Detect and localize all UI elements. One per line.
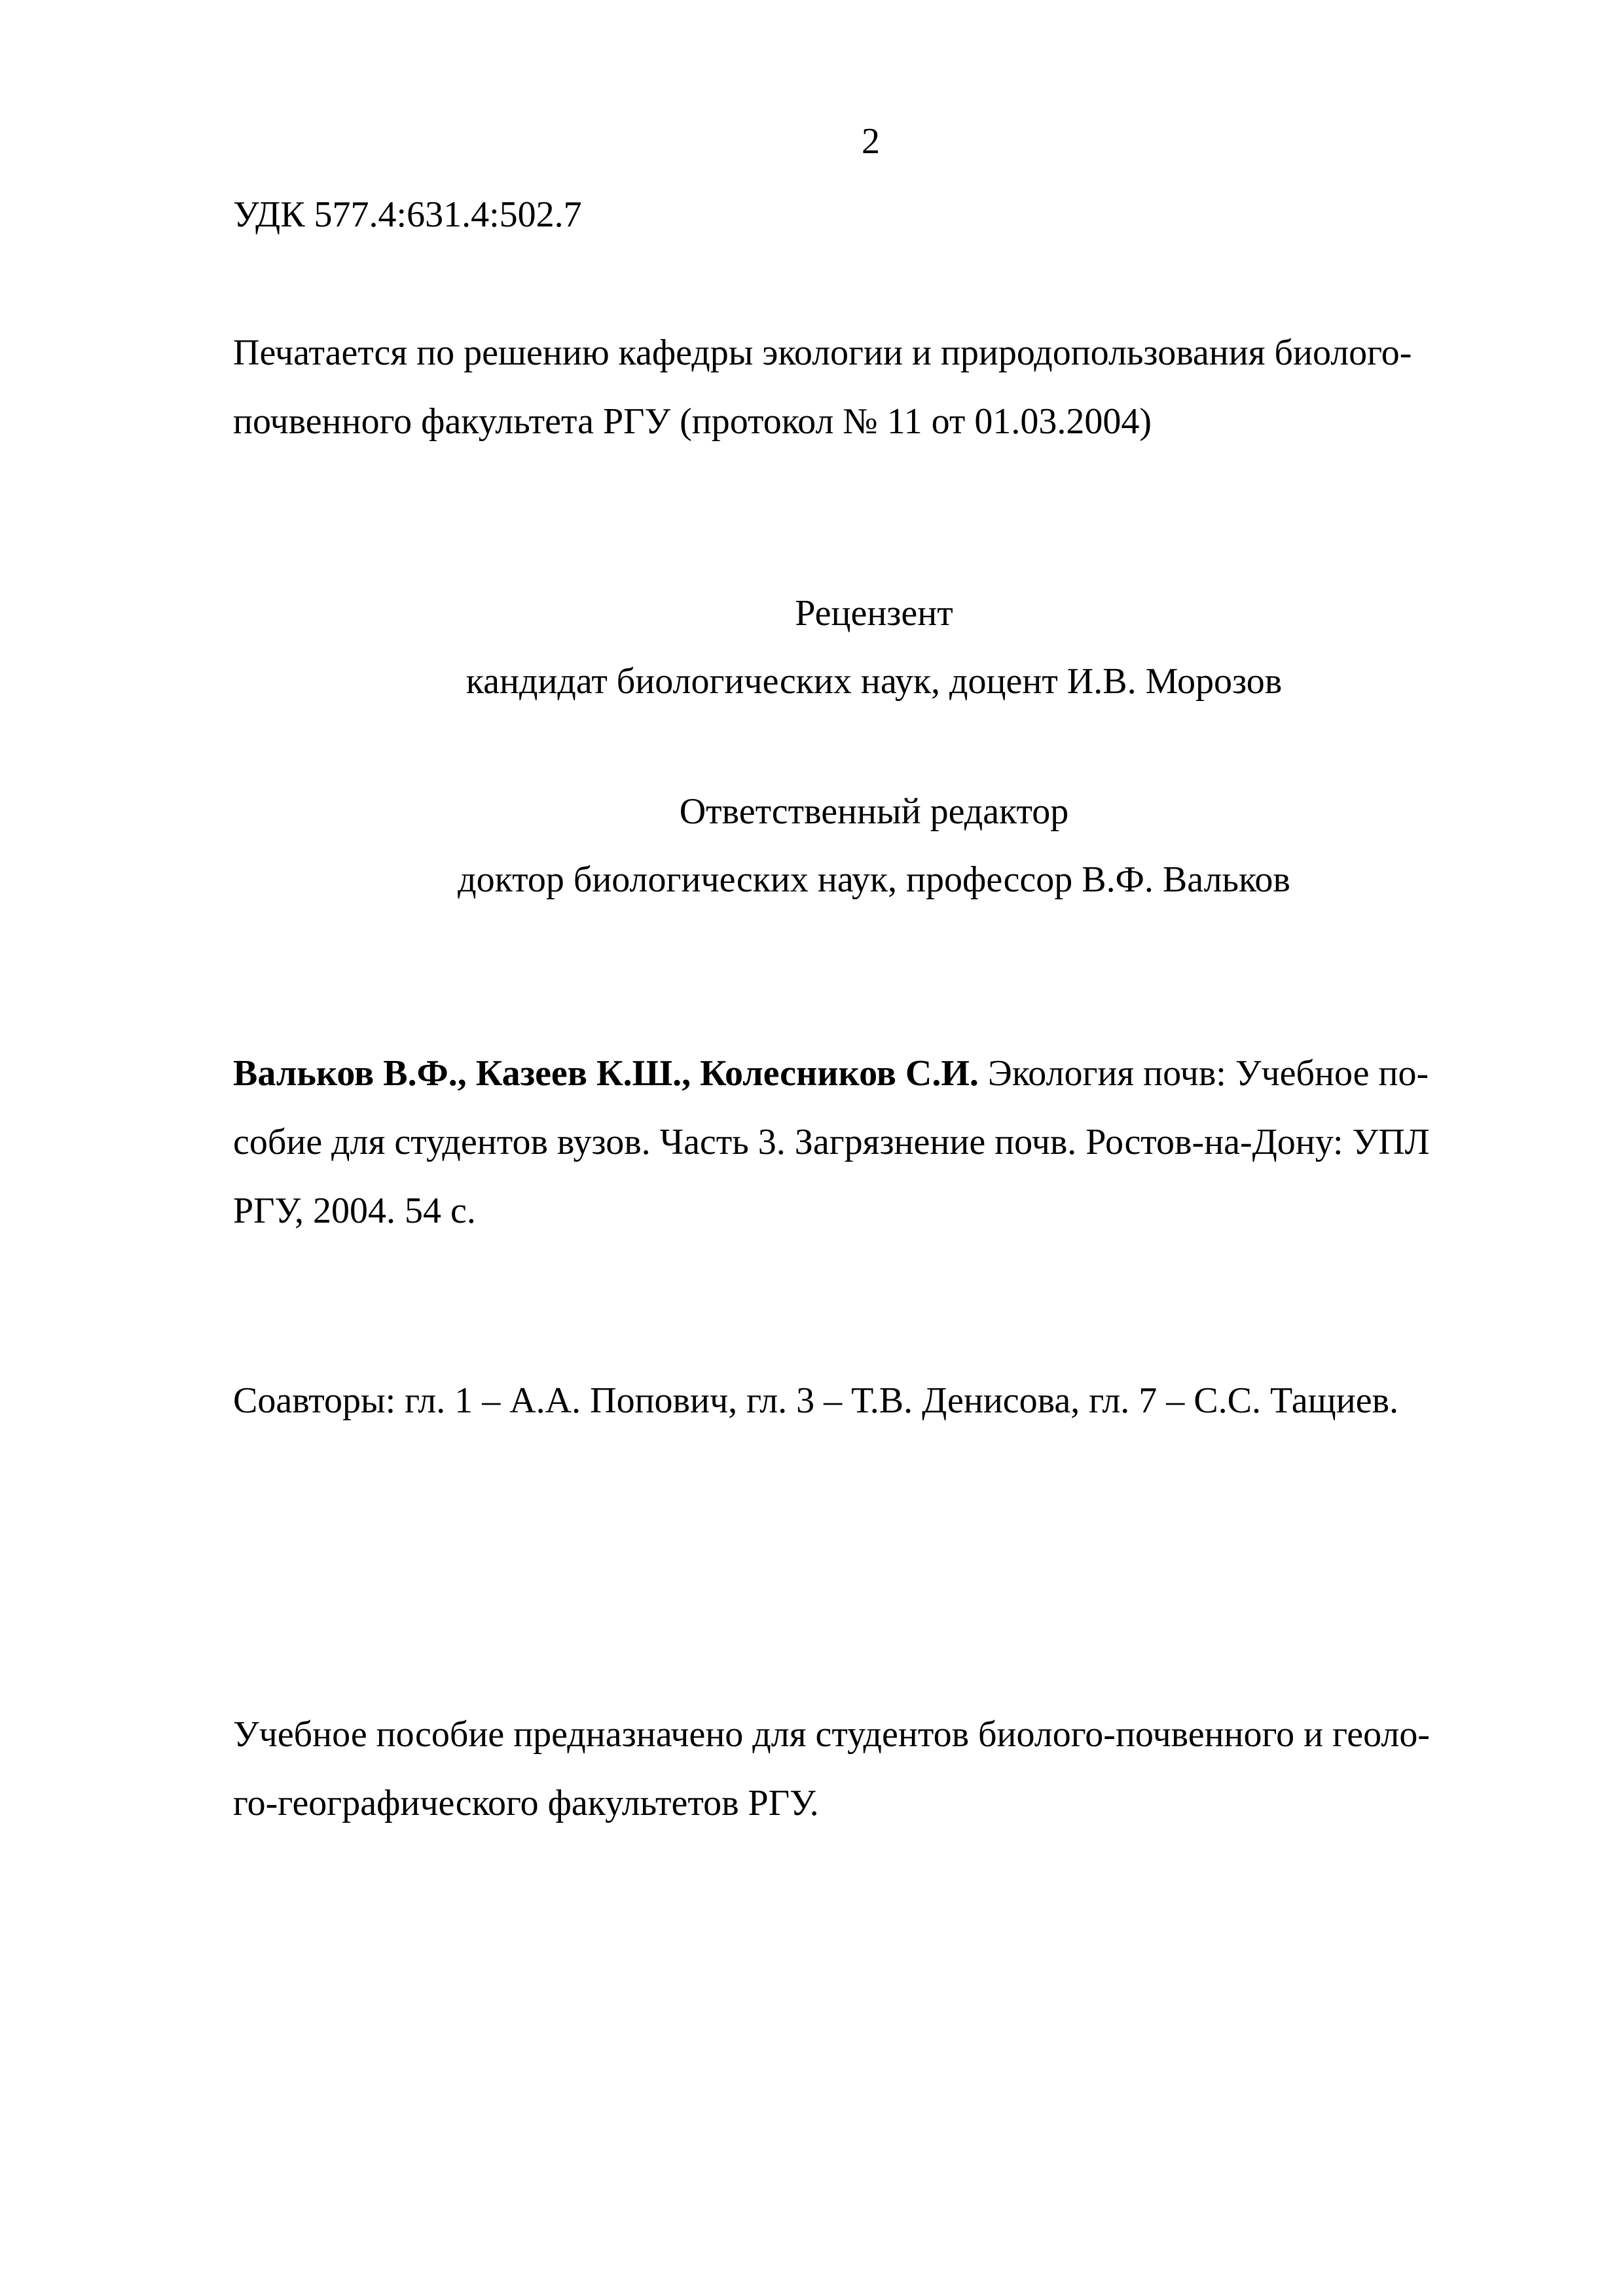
reviewer-label: Рецензент: [795, 593, 953, 634]
bibliographic-description: [233, 1039, 1515, 1246]
coauthors: Соавторы: гл. 1 – А.А. Попович, гл. 3 – Т.В. Денисова, гл. 7 – С.С. Тащиев.: [233, 1380, 1399, 1421]
publication-decision: [233, 319, 1515, 456]
bibliography-line-2: собие для студентов вузов. Часть 3. Загрязнение почв. Ростов-на-Дону: УПЛ: [233, 1122, 1430, 1162]
page-number: 2: [862, 121, 880, 162]
editor-block: [233, 778, 1515, 914]
bibliography-authors: Вальков В.Ф., Казеев К.Ш., Колесников С.И.: [233, 1053, 979, 1094]
udk-code: УДК 577.4:631.4:502.7: [233, 194, 582, 235]
editor-name: доктор биологических наук, профессор В.Ф. Вальков: [458, 859, 1290, 900]
purpose-line-2: го-географического факультетов РГУ.: [233, 1783, 819, 1823]
editor-label: Ответственный редактор: [679, 791, 1069, 832]
reviewer-name: кандидат биологических наук, доцент И.В. Морозов: [465, 661, 1283, 702]
decision-line-2: почвенного факультета РГУ (протокол № 11 от 01.03.2004): [233, 401, 1152, 442]
bibliography-line-1: Экология почв: Учебное по-: [978, 1053, 1429, 1094]
decision-line-1: Печатается по решению кафедры экологии и природопользования биолого-: [233, 332, 1412, 373]
purpose-line-1: Учебное пособие предназначено для студентов биолого-почвенного и геоло-: [233, 1714, 1431, 1755]
purpose-statement: [233, 1700, 1515, 1838]
bibliography-line-3: РГУ, 2004. 54 с.: [233, 1191, 476, 1231]
reviewer-block: [233, 579, 1515, 715]
